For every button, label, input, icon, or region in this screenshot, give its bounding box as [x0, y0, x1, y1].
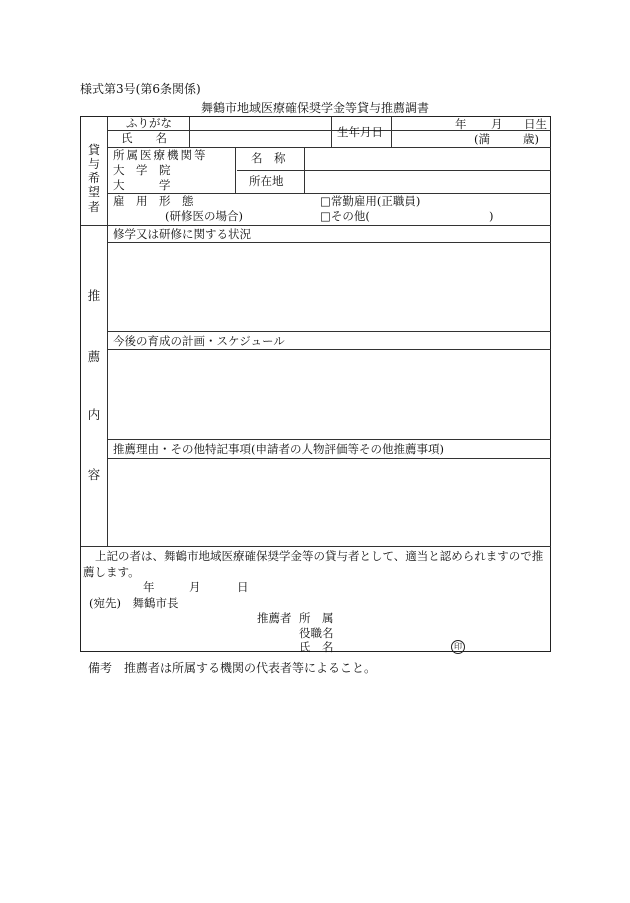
- age-open-label: (満: [474, 132, 490, 146]
- rule-affiliation-col: [235, 147, 236, 193]
- declaration-line2: 薦します。: [83, 565, 140, 579]
- footnote: 備考 推薦者は所属する機関の代表者等によること。: [88, 661, 377, 675]
- recommendation-reason-field[interactable]: [108, 459, 551, 546]
- rule-furigana: [107, 130, 551, 131]
- seal-mark: 印: [451, 640, 465, 654]
- furigana-label: ふりがな: [126, 116, 172, 130]
- institution-address-label: 所在地: [249, 174, 284, 188]
- study-status-field[interactable]: [108, 243, 551, 331]
- addressee: (宛先) 舞鶴市長: [89, 596, 179, 610]
- declaration-day-label: 日: [237, 580, 249, 594]
- birth-year-label: 年: [455, 117, 467, 131]
- recommender-position-label: 役職名: [299, 626, 334, 640]
- recommender-name-label: 氏 名: [299, 640, 334, 654]
- recommendation-reason-header: 推薦理由・その他特記事項(申請者の人物評価等その他推薦事項): [113, 442, 444, 456]
- declaration-line1: 上記の者は、舞鶴市地域医療確保奨学金等の貸与者として、適当と認められますので推: [95, 549, 544, 563]
- recommender-label: 推薦者: [257, 611, 292, 625]
- rule-birth-label-left: [331, 117, 332, 147]
- recommendation-label-char4: 容: [87, 467, 101, 482]
- affiliation-label-line2: 大 学 院: [113, 163, 171, 177]
- rule-recommendation-section: [81, 546, 551, 547]
- rule-inst-label-col: [304, 147, 305, 193]
- training-plan-header: 今後の育成の計画・スケジュール: [113, 334, 285, 348]
- declaration-month-label: 月: [189, 580, 201, 594]
- form-number: 様式第3号(第6条関係): [80, 82, 201, 96]
- recommendation-label-char1: 推: [87, 288, 101, 303]
- employment-label-line1: 雇 用 形 態: [113, 194, 194, 208]
- birthdate-label: 生年月日: [337, 125, 383, 139]
- rule-birth-label-right: [391, 117, 392, 147]
- age-close-label: 歳): [523, 132, 539, 146]
- recommendation-label-char2: 薦: [87, 349, 101, 364]
- rule-item2-top: [107, 331, 551, 332]
- recommender-affiliation-label: 所 属: [299, 611, 334, 625]
- birth-day-label: 日生: [524, 117, 547, 131]
- rule-name-col: [189, 117, 190, 147]
- employment-option-other-close: ): [489, 209, 494, 223]
- name-label: 氏 名: [121, 131, 167, 145]
- study-status-header: 修学又は研修に関する状況: [113, 227, 251, 241]
- employment-option-other[interactable]: □その他(: [320, 209, 370, 223]
- employment-label-line2: (研修医の場合): [165, 209, 243, 223]
- declaration-year-label: 年: [143, 580, 155, 594]
- recommendation-form-table: [80, 116, 551, 652]
- rule-item3-top: [107, 439, 551, 440]
- rule-applicant-section: [81, 225, 551, 226]
- rule-institution-name: [237, 170, 551, 171]
- affiliation-label-line3: 大 学: [113, 178, 171, 192]
- employment-option-regular[interactable]: □常勤雇用(正職員): [320, 194, 421, 208]
- training-plan-field[interactable]: [108, 350, 551, 439]
- recommendation-label-char3: 内: [87, 407, 101, 422]
- affiliation-label-line1: 所属医療機関等: [113, 148, 208, 162]
- applicant-section-label: 貸 与 希 望 者: [87, 143, 100, 214]
- birth-month-label: 月: [491, 117, 503, 131]
- institution-name-label: 名 称: [251, 151, 286, 165]
- document-title: 舞鶴市地域医療確保奨学金等貸与推薦調書: [200, 101, 429, 115]
